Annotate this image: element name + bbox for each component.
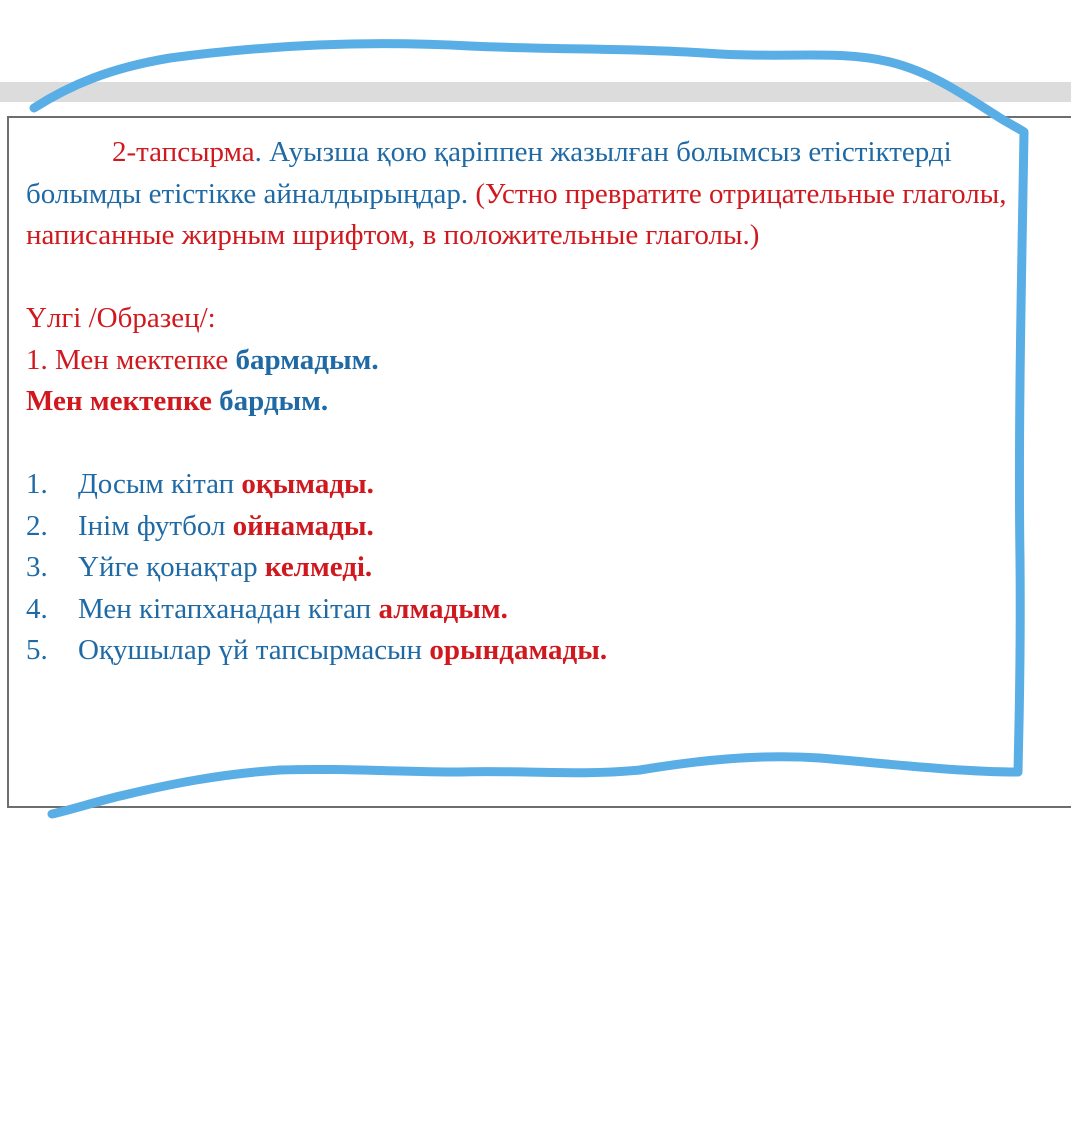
exercise-verb: алмадым. <box>378 592 508 625</box>
exercise-number: 3. <box>26 551 48 583</box>
sample-line-2 <box>26 381 1026 423</box>
exercise-item <box>26 589 1026 631</box>
top-gray-strip <box>0 82 1071 102</box>
exercise-number: 1. <box>26 468 48 500</box>
sample-line-2-verb: бардым. <box>219 385 329 417</box>
task-instruction-kazakh: . Ауызша қою қаріппен жазылған болымсыз етістіктерді болымды етістікке айналдырыңдар. <box>26 136 952 210</box>
exercise-text: Інім футбол <box>78 509 233 542</box>
exercise-number: 5. <box>26 634 48 666</box>
exercise-text: Досым кітап <box>78 468 242 500</box>
exercise-item <box>26 547 1026 589</box>
task-paragraph <box>26 132 1026 257</box>
sample-line-1-text: 1. Мен мектепке <box>26 343 236 376</box>
exercise-verb: орындамады. <box>429 634 608 666</box>
exercise-text: Оқушылар үй тапсырмасын <box>78 634 430 666</box>
spacer <box>26 423 1026 465</box>
exercise-text: Мен кітапханадан кітап <box>78 592 379 625</box>
exercise-verb: оқымады. <box>241 468 374 500</box>
exercise-verb: келмеді. <box>264 551 373 583</box>
task-instruction-russian: (Устно превратите отрицательные глаголы, написанные жирным шрифтом, в положительные глаголы.) <box>26 177 1007 251</box>
exercise-text: Үйге қонақтар <box>78 551 265 583</box>
sample-line-1 <box>26 340 1026 382</box>
document-content <box>26 132 1026 672</box>
exercise-number: 2. <box>26 509 48 542</box>
exercise-list <box>26 464 1026 672</box>
sample-line-2-text: Мен мектепке <box>26 385 220 417</box>
exercise-item <box>26 464 1026 506</box>
sample-heading: Үлгі /Образец/: <box>26 302 216 334</box>
spacer <box>26 257 1026 299</box>
exercise-item <box>26 506 1026 548</box>
exercise-verb: ойнамады. <box>232 509 374 542</box>
sample-line-1-verb: бармадым. <box>235 343 379 376</box>
exercise-item <box>26 630 1026 672</box>
exercise-number: 4. <box>26 592 48 625</box>
task-number: 2-тапсырма <box>112 136 255 168</box>
